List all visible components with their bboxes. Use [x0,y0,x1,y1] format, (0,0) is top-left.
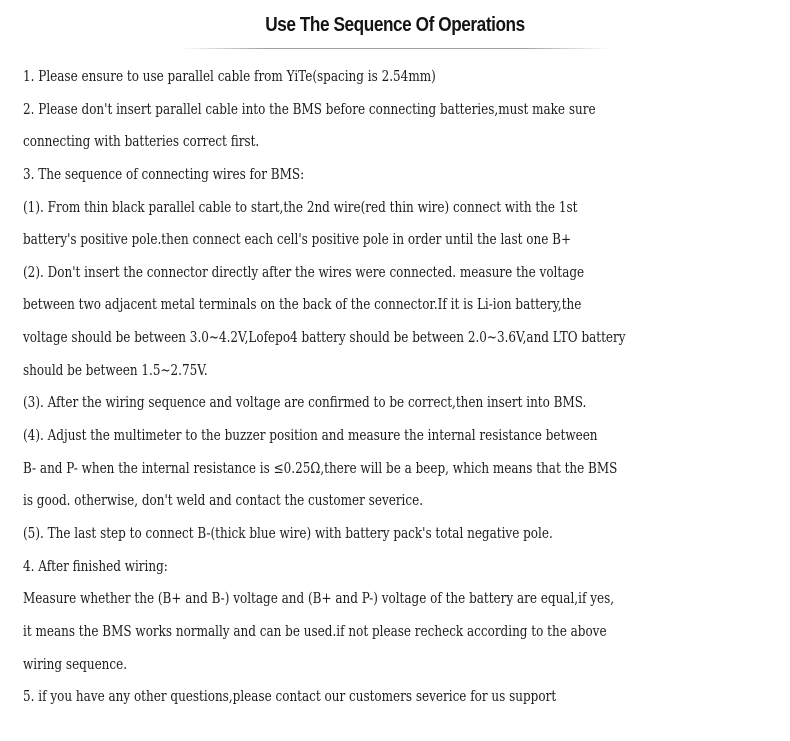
substep-2-line-cont-3: should be between 1.5~2.75V. [23,360,208,379]
substep-4-line-cont-2: is good. otherwise, don't weld and contact the customer severice. [23,491,424,510]
step-5-line: 5. if you have any other questions,please contact our customers severice for us support [23,687,557,706]
substep-1-line: (1). From thin black parallel cable to start,the 2nd wire(red thin wire) connect with the 1st [23,197,578,216]
substep-3-line: (3). After the wiring sequence and voltage are confirmed to be correct,then insert into BMS. [23,393,587,412]
substep-4-line-cont-1: B- and P- when the internal resistance is ≤0.25Ω,there will be a beep, which means that the BMS [23,458,618,477]
step-3-line: 3. The sequence of connecting wires for BMS: [23,164,305,183]
substep-4-line: (4). Adjust the multimeter to the buzzer position and measure the internal resistance between [23,426,598,445]
step-4-line-cont-3: wiring sequence. [23,654,128,673]
substep-2-line-cont-1: between two adjacent metal terminals on the back of the connector.If it is Li-ion battery,the [23,295,582,314]
step-4-line-cont-2: it means the BMS works normally and can be used.if not please recheck according to the above [23,621,607,640]
page-title: Use The Sequence Of Operations [265,14,525,36]
step-4-line-cont-1: Measure whether the (B+ and B-) voltage and (B+ and P-) voltage of the battery are equal,if yes, [23,589,615,608]
substep-1-line-cont: battery's positive pole.then connect each cell's positive pole in order until the last one B+ [23,230,571,249]
step-1-line: 1. Please ensure to use parallel cable from YiTe(spacing is 2.54mm) [23,67,436,85]
substep-2-line-cont-2: voltage should be between 3.0~4.2V,Lofepo4 battery should be between 2.0~3.6V,and LTO battery [23,328,626,347]
step-4-line: 4. After finished wiring: [23,556,168,575]
instructions-body [23,60,785,713]
step-2-line: 2. Please don't insert parallel cable into the BMS before connecting batteries,must make sure [23,99,596,118]
substep-2-line: (2). Don't insert the connector directly after the wires were connected. measure the voltage [23,262,585,281]
substep-5-line: (5). The last step to connect B-(thick blue wire) with battery pack's total negative pole. [23,523,553,542]
title-divider [180,48,610,49]
step-2-line-cont: connecting with batteries correct first. [23,132,260,151]
